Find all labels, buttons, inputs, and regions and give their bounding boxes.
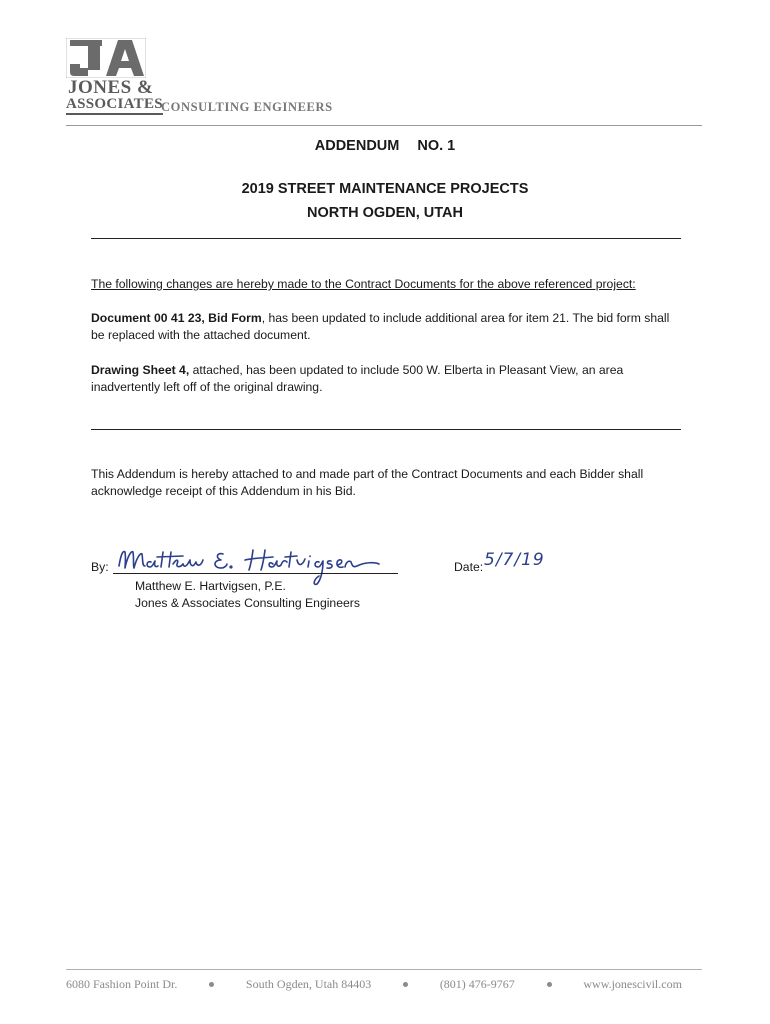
signer-info (135, 578, 360, 612)
logo-tagline: CONSULTING ENGINEERS (161, 100, 333, 114)
footer-city: South Ogden, Utah 84403 (245, 977, 372, 991)
change-item-drawing-sheet (91, 362, 683, 396)
footer (66, 977, 682, 992)
ja-logo-mark (66, 38, 146, 78)
by-label: By: (91, 560, 109, 574)
addendum-title (0, 138, 770, 154)
bullet-separator-icon (209, 982, 214, 987)
signer-company: Jones & Associates Consulting Engineers (135, 596, 360, 610)
date-value: 5/7/19 (484, 550, 545, 570)
footer-phone: (801) 476-9767 (439, 977, 515, 991)
change-item-bid-form-text: , has been updated to include additional area for item 21. The bid form shall be replaced with the attached document. (91, 311, 670, 342)
signer-name: Matthew E. Hartvigsen, P.E. (135, 579, 286, 593)
change-item-bid-form-lead: Document 00 41 23, Bid Form (91, 311, 262, 325)
body-divider (91, 429, 681, 430)
change-item-drawing-sheet-lead: Drawing Sheet 4, (91, 363, 190, 377)
signature-line (113, 573, 398, 574)
project-title: 2019 STREET MAINTENANCE PROJECTS (241, 181, 529, 197)
date-label: Date: (454, 560, 484, 574)
logo-name: JONES & (68, 77, 154, 98)
bullet-separator-icon (547, 982, 552, 987)
addendum-number: NO. 1 (417, 138, 456, 154)
project-location: NORTH OGDEN, UTAH (306, 205, 463, 221)
footer-website[interactable]: www.jonescivil.com (583, 977, 682, 991)
attachment-note: This Addendum is hereby attached to and made part of the Contract Documents and each Bidder shall acknowledge receipt of this Addendum in his Bid. (91, 467, 644, 498)
footer-address: 6080 Fashion Point Dr. (66, 977, 178, 991)
header-divider (66, 125, 702, 126)
change-item-bid-form (91, 310, 683, 344)
bullet-separator-icon (403, 982, 408, 987)
footer-divider (66, 969, 702, 970)
intro-text: The following changes are hereby made to the Contract Documents for the above referenced project: (91, 277, 636, 291)
title-divider (91, 238, 681, 239)
logo-associates: ASSOCIATES (66, 96, 163, 115)
change-item-drawing-sheet-text: attached, has been updated to include 500 W. Elberta in Pleasant View, an area inadvertently left off of the original drawing. (91, 363, 624, 394)
addendum-label: ADDENDUM (314, 138, 400, 154)
